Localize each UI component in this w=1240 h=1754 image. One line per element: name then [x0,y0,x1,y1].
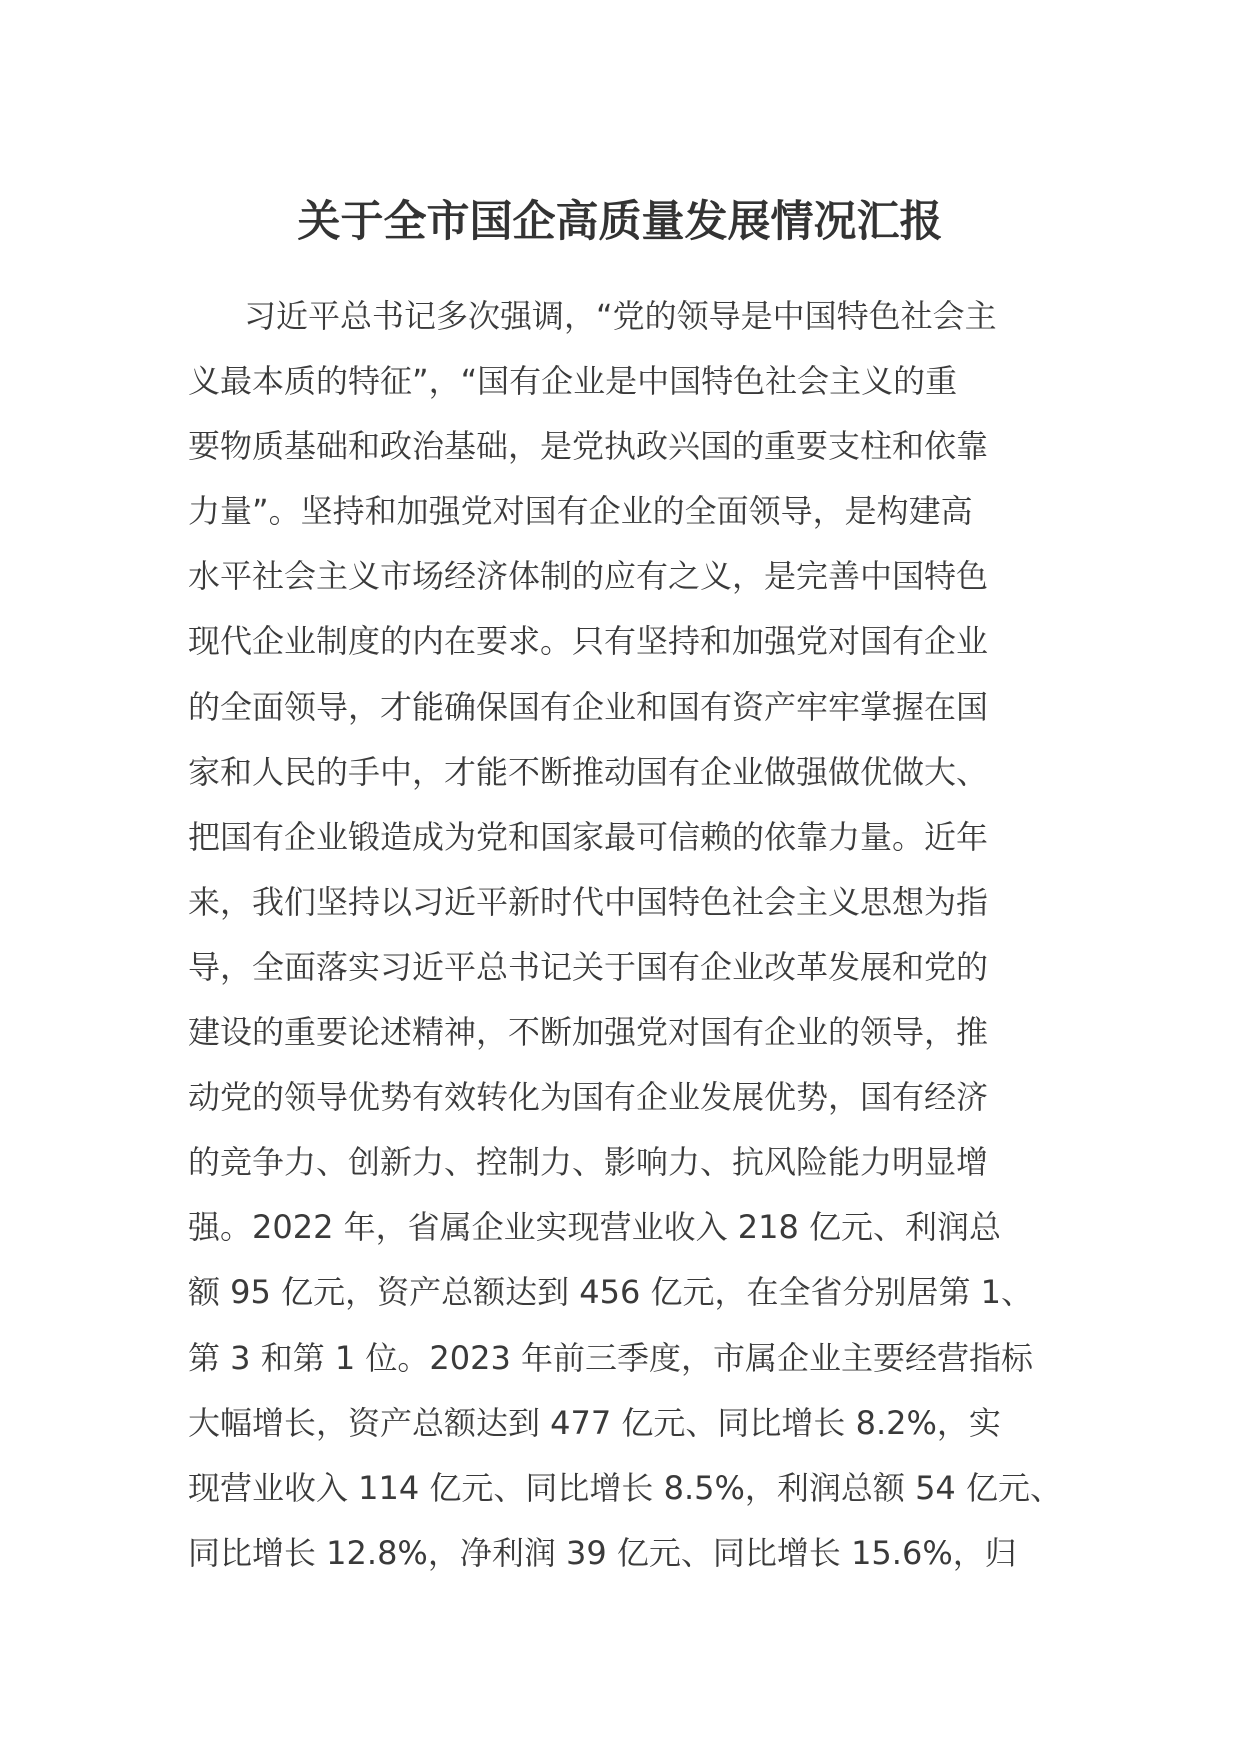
body-line: 习近平总书记多次强调，“党的领导是中国特色社会主 [244,297,997,335]
body-line: 义最本质的特征”，“国有企业是中国特色社会主义的重 [188,362,958,401]
body-line: 来，我们坚持以习近平新时代中国特色社会主义思想为指 [188,882,989,921]
body-line: 的全面领导，才能确保国有企业和国有资产牢牢掌握在国 [188,687,989,726]
body-line: 额 95 亿元，资产总额达到 456 亿元，在全省分别居第 1、 [188,1273,1034,1312]
body-line: 的竞争力、创新力、控制力、影响力、抗风险能力明显增 [188,1143,989,1182]
body-line: 同比增长 12.8%，净利润 39 亿元、同比增长 15.6%，归 [188,1533,1017,1572]
body-line: 建设的重要论述精神，不断加强党对国有企业的领导，推 [188,1013,989,1052]
body-line: 力量”。坚持和加强党对国有企业的全面领导，是构建高 [188,492,973,531]
body-line: 现营业收入 114 亿元、同比增长 8.5%，利润总额 54 亿元、 [188,1468,1062,1507]
body-line: 动党的领导优势有效转化为国有企业发展优势，国有经济 [188,1078,989,1117]
document-title: 关于全市国企高质量发展情况汇报 [297,197,943,247]
document-body [188,284,1088,1586]
body-line: 导，全面落实习近平总书记关于国有企业改革发展和党的 [188,947,989,986]
body-line: 要物质基础和政治基础，是党执政兴国的重要支柱和依靠 [188,427,989,466]
body-line: 大幅增长，资产总额达到 477 亿元、同比增长 8.2%，实 [188,1403,1001,1442]
body-line: 家和人民的手中，才能不断推动国有企业做强做优做大、 [188,752,989,791]
body-line: 现代企业制度的内在要求。只有坚持和加强党对国有企业 [188,622,989,661]
body-line: 强。2022 年，省属企业实现营业收入 218 亿元、利润总 [188,1208,1002,1247]
body-line: 把国有企业锻造成为党和国家最可信赖的依靠力量。近年 [188,817,989,856]
body-line: 水平社会主义市场经济体制的应有之义，是完善中国特色 [188,557,989,596]
body-line: 第 3 和第 1 位。2023 年前三季度，市属企业主要经营指标 [188,1338,1034,1377]
